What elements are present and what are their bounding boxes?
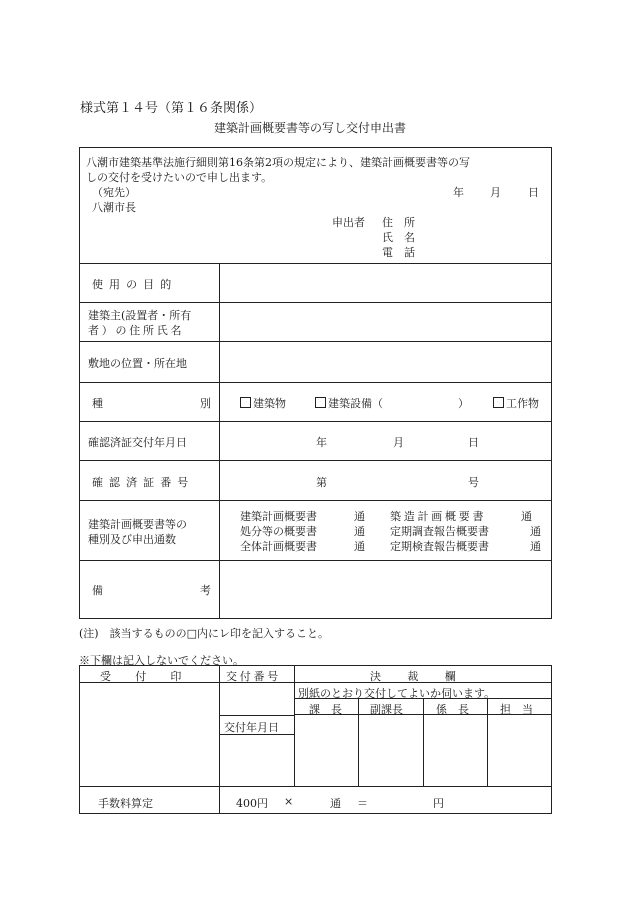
fee-price: 400円 (236, 797, 268, 810)
docs-label-line2: 種別及び申出通数 (88, 533, 176, 546)
name-label: 氏 名 (382, 231, 415, 244)
office-row-divider (79, 786, 552, 787)
row-divider (79, 500, 552, 501)
remarks-field[interactable] (222, 563, 549, 616)
date-year-field[interactable]: 年 (453, 186, 464, 199)
doc-name: 処分等の概要書 (240, 525, 317, 538)
checkbox-equipment[interactable] (315, 397, 326, 408)
type-equipment-option[interactable] (315, 395, 383, 411)
doc-count-unit[interactable]: 通 (530, 525, 541, 538)
receipt-number-label: 交付番号 (226, 670, 281, 683)
doc-name: 定期検査報告概要書 (390, 540, 489, 553)
role-subsection-chief: 係 長 (436, 703, 469, 716)
checkbox-structure[interactable] (493, 397, 504, 408)
column-divider (219, 263, 220, 619)
office-col-divider (423, 698, 424, 786)
decision-text: 別紙のとおり交付してよいか伺います。 (298, 687, 496, 700)
site-label: 敷地の位置・所在地 (88, 357, 187, 370)
address-label: 住 所 (382, 216, 415, 229)
type-building-option[interactable] (240, 395, 286, 411)
doc-name: 定期調査報告概要書 (390, 525, 489, 538)
type-equipment-label: 建築設備（ (328, 397, 383, 410)
row-divider (79, 302, 552, 303)
cert-number-field[interactable] (335, 464, 460, 496)
doc-name: 築造計画概要書 (390, 510, 487, 523)
row-divider (79, 421, 552, 422)
site-field[interactable] (222, 344, 549, 380)
form-title: 建築計画概要書等の写し交付申出書 (214, 121, 407, 135)
role-staff: 担 当 (500, 703, 533, 716)
doc-count-unit[interactable]: 通 (354, 510, 365, 523)
phone-label: 電 話 (382, 246, 415, 259)
type-structure-label: 工作物 (506, 397, 539, 410)
cert-no-prefix: 第 (316, 476, 327, 489)
office-row-divider (219, 715, 294, 716)
doc-count-unit[interactable]: 通 (354, 525, 365, 538)
office-instruction: ※下欄は記入しないでください。 (79, 654, 244, 667)
role-deputy-chief: 副課長 (370, 703, 403, 716)
type-structure-option[interactable] (493, 395, 539, 411)
applicant-label: 申出者 (332, 216, 365, 229)
type-equipment-close: ） (458, 397, 469, 410)
owner-label-line1: 建築主(設置者・所有 (88, 309, 192, 322)
note: (注) 該当するものの□内にレ印を記入すること。 (79, 627, 329, 640)
row-divider (79, 460, 552, 461)
reception-stamp-label: 受付印 (100, 670, 206, 683)
fee-label: 手数料算定 (98, 797, 153, 810)
office-col-divider (358, 698, 359, 786)
office-col-divider (219, 665, 220, 814)
fee-unit: 通 (330, 797, 341, 810)
fee-yen: 円 (433, 797, 444, 810)
fee-equals: ＝ (357, 797, 368, 810)
doc-count-unit[interactable]: 通 (354, 540, 365, 553)
cert-day-field[interactable]: 日 (468, 436, 479, 449)
issue-date-label: 交付年月日 (224, 721, 279, 734)
doc-count-unit[interactable]: 通 (530, 540, 541, 553)
addressee: 八潮市長 (92, 201, 136, 214)
intro-line-1: 八潮市建築基準法施行細則第16条第2項の規定により、建築計画概要書等の写 (86, 156, 470, 169)
decision-label: 決裁欄 (370, 670, 483, 683)
remarks-label-a: 備 (92, 584, 103, 597)
cert-year-field[interactable]: 年 (316, 436, 327, 449)
form-number: 様式第１４号（第１６条関係） (80, 101, 263, 116)
row-divider (79, 263, 552, 264)
type-label-b: 別 (200, 397, 211, 410)
doc-name: 全体計画概要書 (240, 540, 317, 553)
type-building-label: 建築物 (253, 397, 286, 410)
office-col-divider (487, 698, 488, 786)
row-divider (79, 341, 552, 342)
purpose-label: 使用の目的 (92, 278, 178, 291)
cert-number-label: 確認済証番号 (92, 476, 195, 489)
fee-times: × (284, 795, 294, 808)
checkbox-building[interactable] (240, 397, 251, 408)
date-month-field[interactable]: 月 (490, 186, 501, 199)
cert-date-label: 確認済証交付年月日 (88, 436, 187, 449)
row-divider (79, 382, 552, 383)
purpose-field[interactable] (222, 266, 549, 300)
role-section-chief: 課 長 (309, 703, 342, 716)
row-divider (79, 560, 552, 561)
owner-field[interactable] (222, 305, 549, 339)
addressee-label: （宛先） (92, 186, 136, 199)
owner-label-line2: 者）の住所氏名 (88, 324, 185, 337)
cert-month-field[interactable]: 月 (393, 436, 404, 449)
remarks-label-b: 考 (200, 584, 211, 597)
doc-name: 建築計画概要書 (240, 510, 317, 523)
date-day-field[interactable]: 日 (528, 186, 539, 199)
doc-count-unit[interactable]: 通 (521, 510, 532, 523)
cert-no-suffix: 号 (468, 476, 479, 489)
type-label-a: 種 (92, 397, 103, 410)
office-col-divider (294, 665, 295, 786)
docs-label-line1: 建築計画概要書等の (88, 518, 187, 531)
intro-line-2: しの交付を受けたいので申し出ます。 (86, 171, 273, 184)
